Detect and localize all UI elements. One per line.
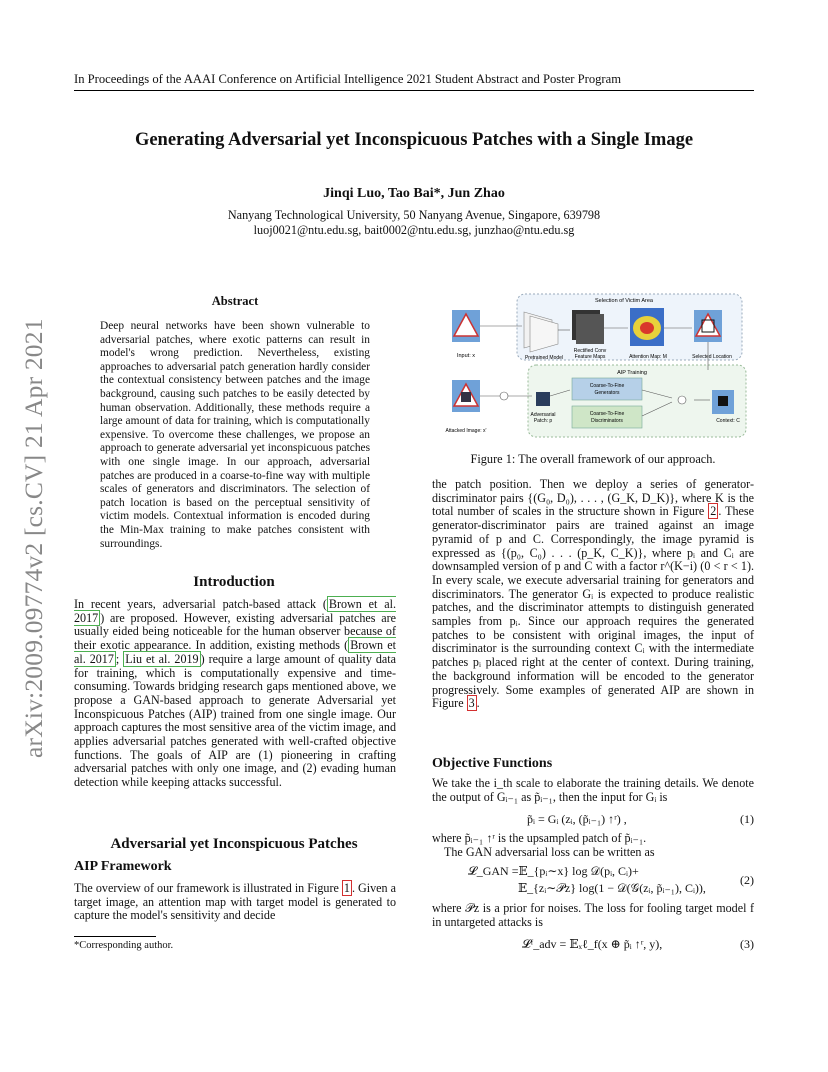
section-heading-aip: Adversarial yet Inconspicuous Patches xyxy=(110,836,358,852)
attacked-image-icon xyxy=(452,380,480,412)
label-disc-2: Discriminators xyxy=(591,418,623,424)
footnote-rule xyxy=(74,936,156,937)
affiliation-block xyxy=(74,208,754,237)
equation-2-line-1: 𝓛_GAN =𝔼_{pᵢ∼x} log 𝒟(pᵢ, Cᵢ)+ xyxy=(468,864,639,878)
adversarial-patch-icon xyxy=(536,392,550,406)
equation-2-line-2: 𝔼_{zᵢ∼𝒫z} log(1 − 𝒟(𝒢(zᵢ, p̃ᵢ₋₁), Cᵢ)), xyxy=(518,881,706,895)
gan-loss-intro: The GAN adversarial loss can be written as xyxy=(444,845,655,859)
figure-ref-2[interactable]: 2 xyxy=(710,504,717,519)
equation-3-number: (3) xyxy=(740,937,754,951)
citation-brown-2017[interactable]: Brown et al. 2017 xyxy=(74,597,396,625)
framework-paragraph xyxy=(74,882,396,923)
intro-text-c: ) require a large amount of quality data for training, which is computationally expensive and time-consuming. Towards bridging research gaps mentioned above, we propose a GAN-based approach to generate Adversarial yet Inconspicuous Patches (AIP) trained from one single image. Our approach captures the most sensitive area of the victim image, and applies adversarial patches generated with well-crafted objective functions. The goals of AIP are (1) pioneering in crafting adversarial patches with only one image, and (2) evading human detection while keeping attacks successful. xyxy=(74,651,397,790)
citation-liu-2019[interactable]: Liu et al. 2019 xyxy=(125,651,199,666)
label-rectified-1: Rectified Conv xyxy=(573,348,607,354)
label-attacked: Attacked Image: x' xyxy=(445,428,487,434)
framework-figure xyxy=(432,290,754,440)
label-selection: Selection of Victim Area xyxy=(595,298,653,304)
framework-text-a: The overview of our framework is illustrated in Figure xyxy=(74,881,342,895)
label-adv-2: Patch: p xyxy=(533,418,553,424)
adv-loss-paragraph: where 𝒫z is a prior for noises. The loss for fooling target model f in untargeted attacks is xyxy=(432,901,754,929)
intro-text-b: ) are proposed. However, existing adversarial patches are usually eided being noticeable for the human observer because of their exotic appearance. In addition, existing methods ( xyxy=(74,610,396,653)
objective-paragraph: We take the i_th scale to elaborate the training details. We denote the output of Gᵢ₋₁ as p̃ᵢ₋₁, then the input for Gᵢ is xyxy=(432,776,754,804)
equation-1-number: (1) xyxy=(740,812,754,826)
paper-title: Generating Adversarial yet Inconspicuous Patches with a Single Image xyxy=(134,130,694,150)
citation-brown-2017-b[interactable]: Brown et al. 2017 xyxy=(74,638,396,666)
attention-map-icon xyxy=(630,308,664,346)
intro-text-a: In recent years, adversarial patch-based attack ( xyxy=(74,597,327,611)
figure-ref-3[interactable]: 3 xyxy=(468,696,475,711)
right-text-c: . xyxy=(476,696,480,711)
input-image xyxy=(452,310,480,342)
label-context: Context: C xyxy=(716,418,740,424)
equation-3-body: 𝓛ᶠ_adv = 𝔼ₓℓ_f(x ⊕ p̃ᵢ ↑ʳ, y), xyxy=(522,937,663,951)
combine-node xyxy=(500,392,508,400)
header-rule xyxy=(74,90,754,91)
label-gen-1: Coarse-To-Fine xyxy=(589,383,625,389)
arxiv-stamp: arXiv:2009.09774v2 [cs.CV] 21 Apr 2021 xyxy=(19,318,48,758)
emails: luoj0021@ntu.edu.sg, bait0002@ntu.edu.sg, junzhao@ntu.edu.sg xyxy=(253,222,575,237)
label-gen-2: Generators xyxy=(594,390,620,396)
label-disc-1: Coarse-To-Fine xyxy=(589,411,625,417)
label-input: Input: x xyxy=(456,353,476,359)
affiliation: Nanyang Technological University, 50 Nanyang Avenue, Singapore, 639798 xyxy=(227,208,601,222)
framework-text-b: . Given a target image, an attention map with target model is generated to capture the model's sensitivity and decide xyxy=(74,881,396,923)
label-attention: Attention Map: M xyxy=(629,354,667,360)
citation-separator: ; xyxy=(115,651,124,666)
running-header: In Proceedings of the AAAI Conference on Artificial Intelligence 2021 Student Abstract and Poster Program xyxy=(74,72,621,86)
label-adv-1: Adversarial xyxy=(530,412,556,418)
feature-maps-icon xyxy=(572,310,604,344)
subsection-aip-framework: AIP Framework xyxy=(74,859,172,874)
label-pretrained: Pretrained Model xyxy=(524,355,564,361)
generators-box xyxy=(572,378,642,400)
figure-ref-1[interactable]: 1 xyxy=(343,881,350,895)
footnote: *Corresponding author. xyxy=(74,940,174,951)
abstract-text: Deep neural networks have been shown vulnerable to adversarial patches, where exotic patterns can result in model's wrong prediction. Nevertheless, existing approaches to adversarial patch generation hardly consider the contextual consistency between patches and the image background, causing such patches to be easily detected by human observation. Additionally, these methods require a large amount of data for training, which is computationally expensive. To overcome these challenges, we propose an approach to generate adversarial yet inconspicuous patches with one single image. In our approach, adversarial patches are produced in a coarse-to-fine way with multiple scales of generators and discriminators. The selection of patch location is based on the perceptual sensitivity of victim models. Contextual information is encoded during the Min-Max training to make patches consistent with surroundings. xyxy=(100,320,370,550)
framework-paragraph-continued xyxy=(432,478,754,711)
right-text-b: . These generator-discriminator pairs are trained against an image pyramid of p and C. Correspondingly, the image pyramid is expressed as {(p₀, C₀) . . . (p_K, C_K)}, where pᵢ and Cᵢ are downsampled version of p and C with a factor r^(K−i) (0 < r < 1). In every scale, we execute adversarial training for generators and discriminators. The generator Gᵢ is expected to produce realistic patches, and the discriminator attempts to distinguish generated samples from pᵢ. Since our approach requires the generated patches to be consistent with original images, the input of discriminator is the surrounding context Cᵢ with the intermediate patches pᵢ placed right at the center of context. During training, the background information will be encoded to the generator progressively. Some examples of generated AIP are shown in Figure xyxy=(432,504,754,711)
equation-2 xyxy=(432,864,754,896)
label-aip-training: AIP Training xyxy=(617,370,647,376)
label-selected: Selected Location xyxy=(692,354,732,360)
introduction-heading: Introduction xyxy=(193,574,275,590)
selected-location-icon xyxy=(694,310,722,342)
subsection-objective-functions: Objective Functions xyxy=(432,756,553,771)
combine-node-2 xyxy=(678,396,686,404)
equation-2-number: (2) xyxy=(740,873,754,887)
label-rectified-2: Feature Maps xyxy=(574,354,606,360)
right-text-a: the patch position. Then we deploy a series of generator-discriminator pairs {(G₀, D₀), . . . , (G_K, D_K)}, where K is the total number of scales in the structure shown in Figure xyxy=(432,477,754,519)
introduction-paragraph xyxy=(74,598,396,790)
figure-caption: Figure 1: The overall framework of our approach. xyxy=(470,452,716,466)
equation-1-body: p̃ᵢ = Gᵢ (zᵢ, (p̃ᵢ₋₁) ↑ʳ) , xyxy=(527,812,627,826)
upsample-paragraph: where p̃ᵢ₋₁ ↑ʳ is the upsampled patch of p̃ᵢ₋₁. xyxy=(432,831,647,845)
authors: Jinqi Luo, Tao Bai*, Jun Zhao xyxy=(323,186,505,201)
context-image-icon xyxy=(712,390,734,414)
discriminators-box xyxy=(572,406,642,428)
abstract-heading: Abstract xyxy=(211,294,259,308)
